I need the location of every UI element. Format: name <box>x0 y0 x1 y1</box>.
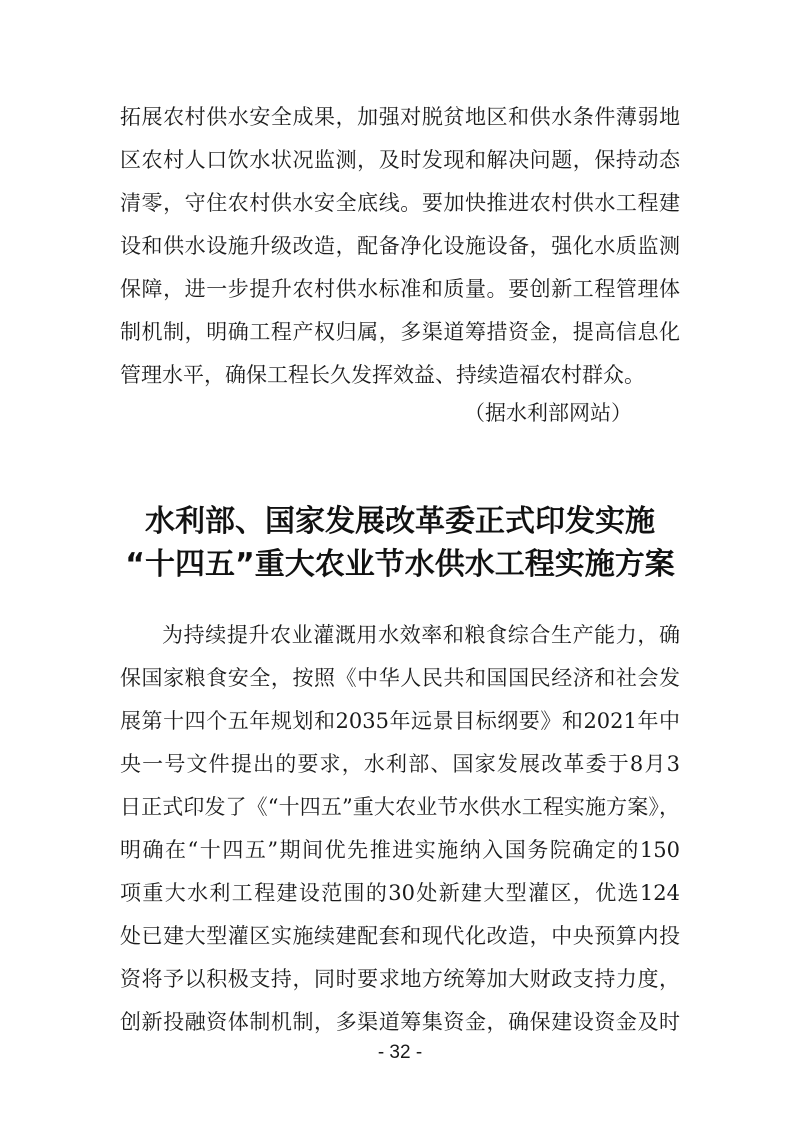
article-line-5: 日正式印发了《“十四五”重大农业节水供水工程实施方案》， <box>120 795 680 819</box>
source-attribution: （据水利部网站） <box>464 401 632 425</box>
paragraph1-line-5: 保障，进一步提升农村供水标准和质量。要创新工程管理体 <box>120 277 680 301</box>
article-title-line-2: “十四五”重大农业节水供水工程实施方案 <box>125 547 675 582</box>
article-line-1: 为持续提升农业灌溉用水效率和粮食综合生产能力，确 <box>162 623 680 647</box>
paragraph1-line-3: 清零，守住农村供水安全底线。要加快推进农村供水工程建 <box>120 191 680 215</box>
paragraph1-line-4: 设和供水设施升级改造，配备净化设施设备，强化水质监测 <box>120 234 680 258</box>
article-line-4: 央一号文件提出的要求，水利部、国家发展改革委于8月3 <box>120 752 680 776</box>
article-line-10: 创新投融资体制机制，多渠道筹集资金，确保建设资金及时 <box>120 1010 680 1034</box>
article-line-9: 资将予以积极支持，同时要求地方统筹加大财政支持力度， <box>120 967 680 991</box>
paragraph1-line-7: 管理水平，确保工程长久发挥效益、持续造福农村群众。 <box>120 363 645 387</box>
article-line-6: 明确在“十四五”期间优先推进实施纳入国务院确定的150 <box>120 838 680 862</box>
article-line-3: 展第十四个五年规划和2035年远景目标纲要》和2021年中 <box>120 709 680 733</box>
article-line-7: 项重大水利工程建设范围的30处新建大型灌区，优选124 <box>120 881 680 905</box>
article-line-2: 保国家粮食安全，按照《中华人民共和国国民经济和社会发 <box>120 666 680 690</box>
paragraph1-line-6: 制机制，明确工程产权归属，多渠道筹措资金，提高信息化 <box>120 320 680 344</box>
paragraph1-line-1: 拓展农村供水安全成果，加强对脱贫地区和供水条件薄弱地 <box>120 105 680 129</box>
paragraph1-line-2: 区农村人口饮水状况监测，及时发现和解决问题，保持动态 <box>120 148 680 172</box>
page-number: - 32 - <box>377 1042 423 1063</box>
article-title-line-1: 水利部、国家发展改革委正式印发实施 <box>145 504 655 539</box>
article-line-8: 处已建大型灌区实施续建配套和现代化改造，中央预算内投 <box>120 924 680 948</box>
